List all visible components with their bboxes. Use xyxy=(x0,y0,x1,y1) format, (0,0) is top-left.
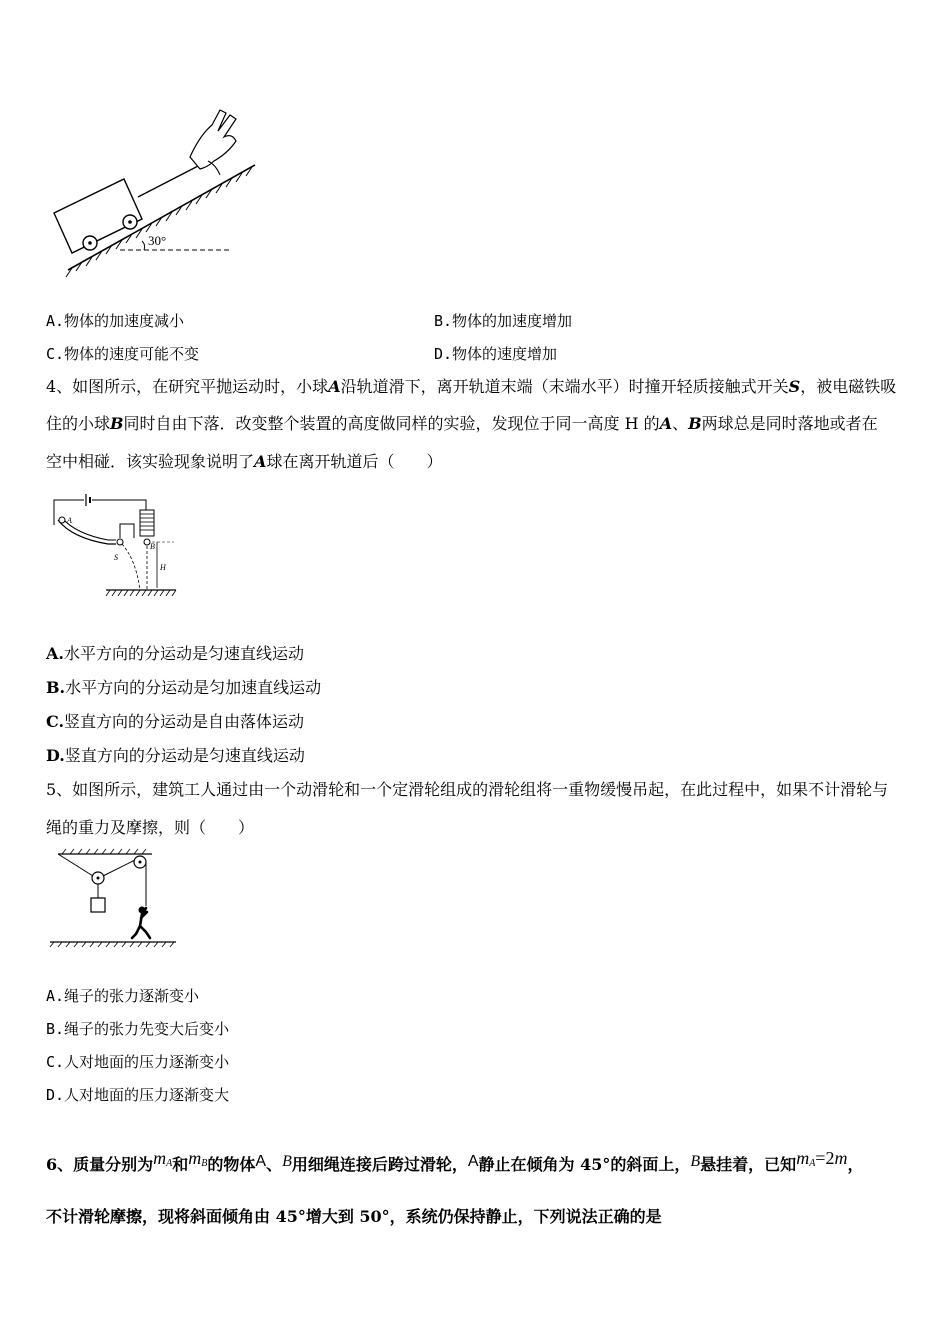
figure-pulley-system xyxy=(46,848,186,948)
q3-option-d[interactable]: D.物体的速度增加 xyxy=(434,345,558,363)
q5-option-d[interactable]: D.人对地面的压力逐渐变大 xyxy=(46,1086,230,1104)
q3-option-b[interactable]: B.物体的加速度增加 xyxy=(434,312,573,330)
figure-incline-cart xyxy=(40,95,300,285)
fig-label-h: H xyxy=(160,563,166,572)
q3-option-a[interactable]: A.物体的加速度减小 xyxy=(46,312,185,330)
figure-projectile-apparatus xyxy=(44,490,184,600)
q6-stem-line1: 6、质量分别为$m_A$和$m_B$的物体A、B用细绳连接后跨过滑轮，A静止在倾角为 45°的斜面上，B悬挂着，已知$m_A=2m$， xyxy=(46,1148,864,1174)
q5-option-b[interactable]: B.绳子的张力先变大后变小 xyxy=(46,1020,230,1038)
q5-stem-line2: 绳的重力及摩擦，则（ ） xyxy=(46,818,255,837)
q5-option-c[interactable]: C.人对地面的压力逐渐变小 xyxy=(46,1053,230,1071)
q3-option-c[interactable]: C.物体的速度可能不变 xyxy=(46,345,200,363)
q4-option-c[interactable]: C.竖直方向的分运动是自由落体运动 xyxy=(46,712,305,731)
q4-stem-line3: 空中相碰．该实验现象说明了A球在离开轨道后（ ） xyxy=(46,452,443,471)
q5-stem-line1: 5、如图所示，建筑工人通过由一个动滑轮和一个定滑轮组成的滑轮组将一重物缓慢吊起，在此过程中，如果不计滑轮与 xyxy=(46,780,889,799)
q4-stem-line2: 住的小球B同时自由下落．改变整个装置的高度做同样的实验，发现位于同一高度 H 的A、B两球总是同时落地或者在 xyxy=(46,414,878,433)
fig-label-s: S xyxy=(114,553,118,562)
angle-label: 30° xyxy=(148,233,167,248)
q6-stem-line2: 不计滑轮摩擦，现将斜面倾角由 45°增大到 50°，系统仍保持静止，下列说法正确的是 xyxy=(46,1207,662,1226)
q4-option-d[interactable]: D.竖直方向的分运动是匀速直线运动 xyxy=(46,746,305,765)
q4-option-a[interactable]: A.水平方向的分运动是匀速直线运动 xyxy=(46,644,304,663)
q5-option-a[interactable]: A.绳子的张力逐渐变小 xyxy=(46,987,200,1005)
fig-label-a: A xyxy=(67,516,72,525)
fig-label-b: B xyxy=(150,542,155,551)
q4-option-b[interactable]: B.水平方向的分运动是匀加速直线运动 xyxy=(46,678,322,697)
q4-stem-line1: 4、如图所示，在研究平抛运动时，小球A沿轨道滑下，离开轨道末端（末端水平）时撞开轻质接触式开关S，被电磁铁吸 xyxy=(46,377,897,396)
